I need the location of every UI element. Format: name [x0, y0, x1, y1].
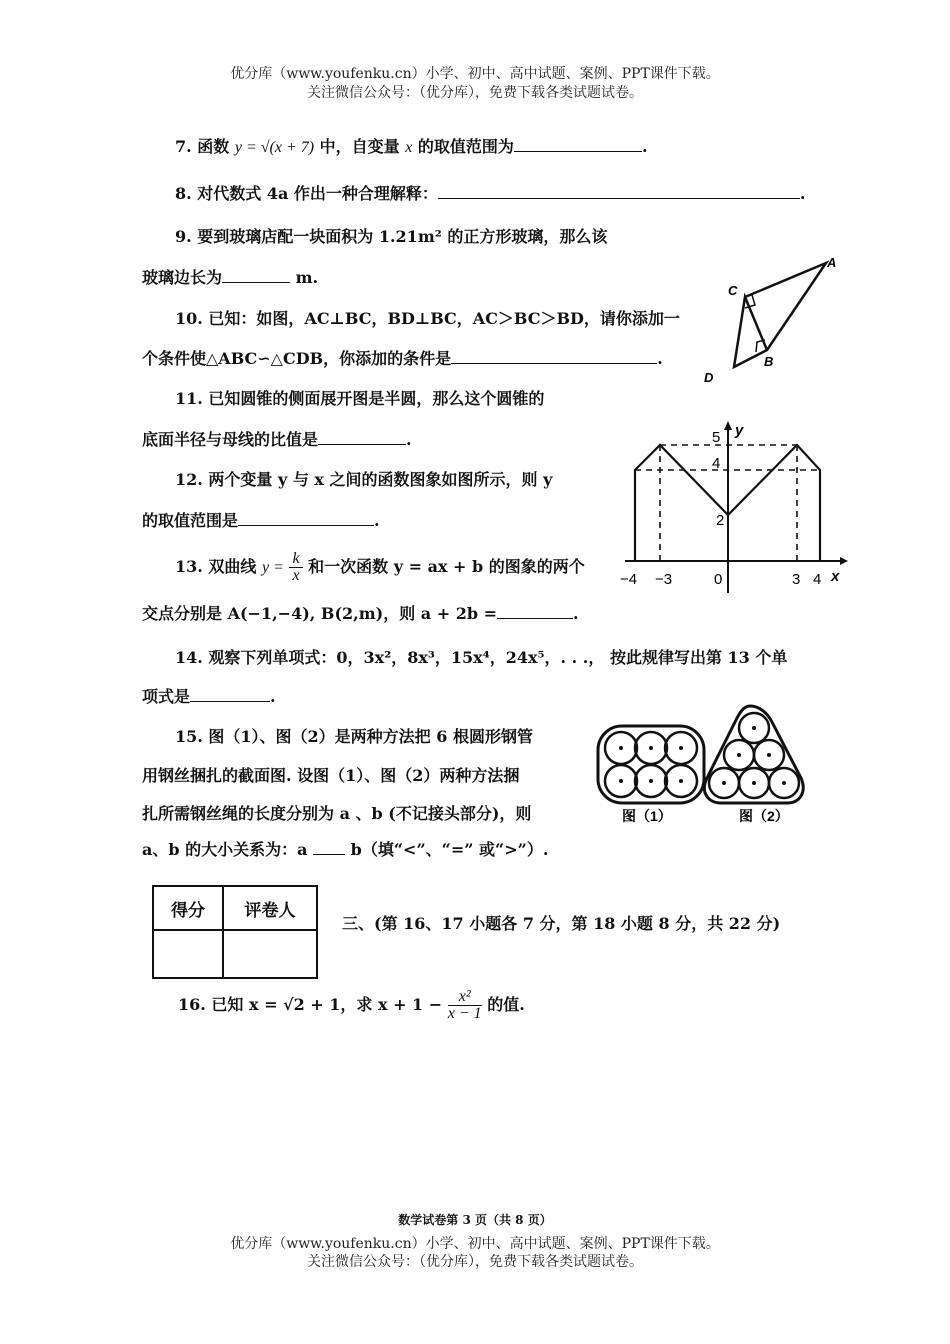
q16-numerator: x² [448, 989, 482, 1006]
question-15-line-4 [142, 840, 548, 860]
question-15-line-3: 扎所需钢丝绳的长度分别为 a 、b (不记接头部分)，则 [142, 804, 532, 823]
grader-header: 评卷人 [223, 886, 317, 930]
q11-text: 底面半径与母线的比值是 [142, 430, 319, 449]
q13-suffix: 和一次函数 y = ax + b 的图象的两个 [302, 557, 585, 576]
question-14-line-1: 14. 观察下列单项式：0，3x²，8x³，15x⁴，24x⁵，. . .， 按此规律写出第 13 个单 [175, 648, 788, 667]
q16-prefix: 16. 已知 x = √2 + 1，求 x + 1 − [178, 995, 443, 1014]
question-15-line-1: 15. 图（1）、图（2）是两种方法把 6 根圆形钢管 [175, 727, 533, 746]
label-c: C [728, 283, 738, 298]
question-7 [175, 137, 648, 158]
tick-y4: 4 [712, 455, 721, 472]
triangle-lines [734, 263, 826, 367]
tick-y5: 5 [712, 429, 721, 446]
function-graph [615, 418, 850, 593]
q12-answer-blank[interactable] [238, 511, 374, 526]
pipes-figure-1 [598, 726, 704, 803]
header-line-2: 关注微信公众号：（优分库），免费下载各类试题试卷。 [307, 85, 643, 101]
q13-lhs: y = [261, 559, 284, 576]
question-9-line-2 [142, 268, 318, 288]
grader-cell[interactable] [223, 930, 317, 978]
q7-function: y = √(x + 7) [234, 139, 315, 156]
question-16 [178, 989, 525, 1022]
q7-answer-blank[interactable] [514, 137, 642, 152]
question-12-line-2 [142, 511, 380, 531]
q14-answer-blank[interactable] [190, 687, 270, 702]
label-b: B [764, 354, 774, 369]
score-table [152, 885, 318, 979]
q13-text: 交点分别是 A(−1,−4), B(2,m)，则 a + 2b = [142, 604, 497, 623]
q14-text: 项式是 [142, 687, 191, 706]
q10-end: . [657, 349, 663, 368]
label-a: A [827, 255, 837, 270]
q8-answer-blank[interactable] [438, 184, 800, 199]
q13-denominator: x [292, 567, 300, 584]
section-3-title: 三、(第 16、17 小题各 7 分，第 18 小题 8 分，共 22 分) [342, 914, 781, 933]
y-axis-arrow [724, 421, 732, 430]
q11-answer-blank[interactable] [318, 430, 406, 445]
q16-denominator: x − 1 [447, 1005, 482, 1022]
y-axis-label: y [735, 422, 744, 439]
tick-y2: 2 [716, 512, 725, 529]
q8-text: 8. 对代数式 4a 作出一种合理解释： [175, 184, 438, 203]
q7-variable: x [405, 139, 413, 156]
q15-suffix: b（填“<”、“=” 或“>”）. [345, 840, 549, 859]
label-d: D [704, 370, 714, 385]
score-cell[interactable] [153, 930, 223, 978]
q13-fraction [289, 551, 302, 584]
triangle-figure [700, 250, 850, 390]
fig1-caption: 图（1） [622, 808, 672, 824]
question-13-line-1 [175, 551, 585, 584]
question-11-line-2 [142, 430, 412, 450]
x-axis-label: x [831, 568, 840, 585]
q11-end: . [406, 430, 412, 449]
tick-x4: 4 [813, 571, 822, 588]
question-9-line-1: 9. 要到玻璃店配一块面积为 1.21m² 的正方形玻璃，那么该 [175, 227, 608, 246]
tick-x-4: −4 [620, 571, 638, 588]
question-10-line-2 [142, 349, 663, 369]
question-15-line-2: 用钢丝捆扎的截面图. 设图（1）、图（2）两种方法捆 [142, 766, 520, 785]
question-12-line-1: 12. 两个变量 y 与 x 之间的函数图象如图所示，则 y [175, 470, 553, 489]
tick-x3: 3 [792, 571, 801, 588]
q15-answer-blank[interactable] [313, 840, 345, 855]
q10-answer-blank[interactable] [451, 349, 657, 364]
pipes-figure-2 [704, 706, 803, 803]
question-10-line-1: 10. 已知：如图，AC⊥BC，BD⊥BC，AC＞BC＞BD，请你添加一 [175, 309, 680, 328]
question-14-line-2 [142, 687, 276, 707]
q7-suffix: 的取值范围为 [412, 137, 514, 156]
pipes-figures [592, 700, 814, 830]
fig2-caption: 图（2） [739, 808, 789, 824]
q12-end: . [374, 511, 380, 530]
score-header: 得分 [153, 886, 223, 930]
q16-suffix: 的值. [481, 995, 525, 1014]
q9-suffix: m. [290, 268, 319, 287]
q12-text: 的取值范围是 [142, 511, 239, 530]
q7-mid: 中，自变量 [314, 137, 406, 156]
q9-prefix: 玻璃边长为 [142, 268, 223, 287]
footer-line-1: 优分库（www.youfenku.cn）小学、初中、高中试题、案例、PPT课件下载。 [230, 1236, 720, 1252]
q7-end: . [641, 137, 648, 156]
q10-text: 个条件使△ABC∽△CDB，你添加的条件是 [142, 349, 452, 368]
tick-x0: 0 [714, 571, 723, 588]
page-number: 数学试卷第 3 页（共 8 页） [398, 1213, 552, 1227]
q13-numerator: k [289, 551, 302, 568]
q15-prefix: a、b 的大小关系为：a [142, 840, 314, 859]
header-line-1: 优分库（www.youfenku.cn）小学、初中、高中试题、案例、PPT课件下载。 [230, 66, 720, 82]
q8-end: . [799, 184, 806, 203]
q13-prefix: 13. 双曲线 [175, 557, 262, 576]
q14-end: . [270, 687, 276, 706]
q7-prefix: 7. 函数 [175, 137, 235, 156]
footer-line-2: 关注微信公众号：（优分库），免费下载各类试题试卷。 [307, 1254, 643, 1270]
question-11-line-1: 11. 已知圆锥的侧面展开图是半圆，那么这个圆锥的 [175, 389, 545, 408]
question-13-line-2 [142, 604, 579, 624]
tick-x-3: −3 [655, 571, 673, 588]
q13-end: . [573, 604, 579, 623]
q13-answer-blank[interactable] [497, 604, 573, 619]
question-8 [175, 184, 806, 204]
q16-fraction [448, 989, 482, 1022]
q9-answer-blank[interactable] [222, 268, 290, 283]
x-axis-arrow [840, 557, 848, 565]
